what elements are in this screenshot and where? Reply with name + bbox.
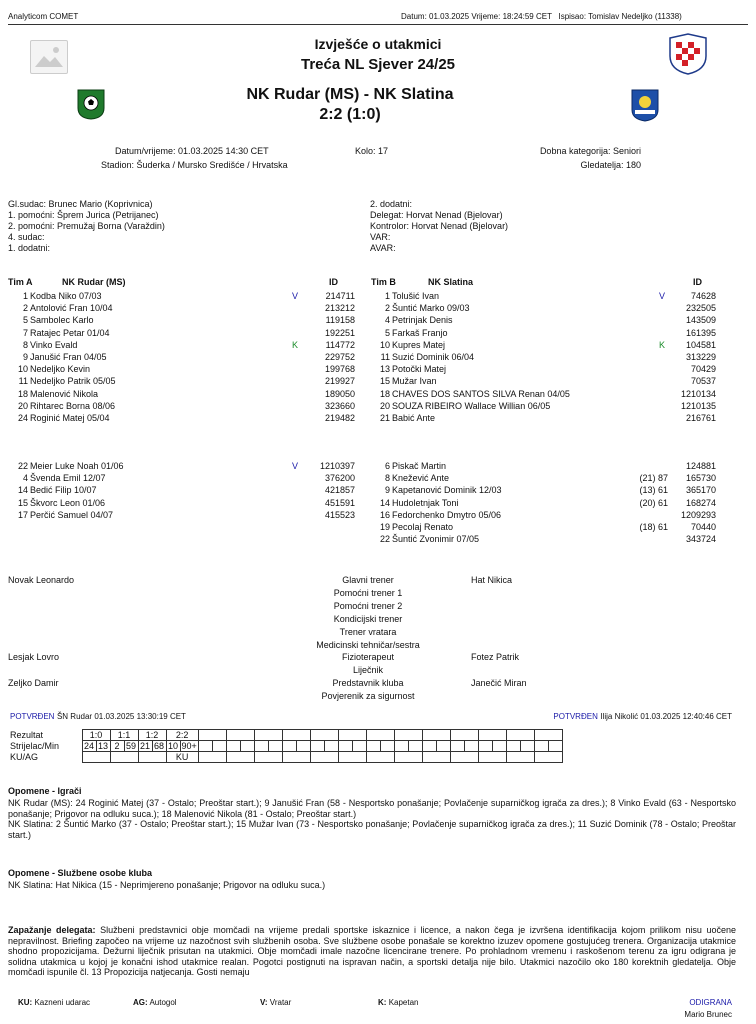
- scorer-cell: [422, 741, 436, 752]
- player-number: 15: [379, 376, 390, 387]
- player-name: Janušić Fran 04/05: [30, 352, 107, 362]
- player-id: 161395: [685, 327, 716, 338]
- result-cell: 1:0: [82, 730, 110, 741]
- official-line: Gl.sudac: Brunec Mario (Koprivnica): [8, 199, 153, 209]
- confirmed-tag: POTVRĐEN: [553, 712, 598, 721]
- vrijeme: 18:24:59 CET: [502, 12, 552, 21]
- scorer-cell: [310, 741, 324, 752]
- player-name: CHAVES DOS SANTOS SILVA Renan 04/05: [392, 388, 570, 399]
- sub-number: 16: [379, 509, 390, 520]
- sub-number: 8: [384, 473, 390, 484]
- print-info: [401, 12, 682, 21]
- kuag-cell: [506, 752, 534, 763]
- datum-label: Datum:: [401, 12, 427, 21]
- staff-team-a-name: Novak Leonardo: [8, 575, 75, 585]
- sub-id: 415523: [324, 509, 355, 520]
- delegate-text: Službeni predstavnici obje momčadi na vrijeme predali sportske iskaznice i licence, a nakon čega je izvršena identifikacija kojom prilikom nisu uočene nepravilnost. Briefing započeo na vrijeme uz nazočnost svih službenih osoba. Sve službene osobe ponašale se korektno izuzev opomene gostujućeg trenera. Organizacija utakmice shodno propozicijama. Dežurni liječnik prisutan na utakmici. Obje momčadi imale nazočne licencirane trenere. Po prohladnom vremenu i raskošenom terenu za igru odigrana je solidna utakmica u kojoj je konačni ishod utakmice realan. Pogotci postignuti na ispravan način, a sportski detalja nije bilo. Utakmici nazočilo oko 180 korektnih gledatelja. Obje momčadi ispunile čl. 13 Propozicija natjecanja. Gosti nemaju: [8, 925, 736, 977]
- kuag-cell: KU: [166, 752, 198, 763]
- scorer-cell: [534, 741, 548, 752]
- player-warnings-rudar: NK Rudar (MS): 24 Roginić Matej (37 - Ostalo; Preoštar start.); 9 Janušić Fran (58 - Nesportsko ponašanje; Povlačenje suparničkog igrača za dres.); 8 Vinko Evald (63 - Nesportsko ponašanje; Prigovor na odluku suca.); 18 Malenović Nikola (81 - Ostalo; Preoštar start.): [8, 798, 736, 819]
- scorer-cell: [254, 741, 268, 752]
- scorer-cell: [408, 741, 422, 752]
- match-datetime: Datum/vrijeme: 01.03.2025 14:30 CET: [115, 146, 269, 156]
- staff-team-a-name: Lesjak Lovro: [8, 652, 60, 663]
- staff-role: Povjerenik za sigurnost: [321, 691, 415, 702]
- confirmed-text: ŠN Rudar 01.03.2025 13:30:19 CET: [56, 712, 186, 721]
- datum: 01.03.2025: [429, 12, 470, 21]
- player-number: 7: [22, 327, 28, 338]
- player-id: 219482: [324, 413, 355, 423]
- sub-id: 70440: [690, 522, 716, 532]
- team-a-name: NK Rudar (MS): [62, 277, 126, 287]
- kuag-cell: [198, 752, 226, 763]
- sub-name: Hudoletnjak Toni: [392, 497, 459, 508]
- player-name: Petrinjak Denis: [392, 315, 453, 326]
- system-name: Analyticom COMET: [8, 12, 79, 21]
- kuag-cell: [534, 752, 562, 763]
- result-label: Rezultat: [10, 730, 44, 740]
- player-name: Kodba Niko 07/03: [30, 291, 102, 301]
- player-warnings-slatina: NK Slatina: 2 Šuntić Marko (37 - Ostalo; Preoštar start.); 15 Mužar Ivan (73 - Nesportsko ponašanje; Povlačenje suparničkog igrača za dres.); 11 Suzić Dominik (78 - Ostalo; Preoštar start.): [8, 819, 736, 840]
- player-id: 1210135: [680, 400, 716, 411]
- staff-role: Glavni trener: [342, 575, 394, 585]
- player-id: 199768: [324, 364, 355, 375]
- player-id: 74628: [690, 291, 716, 301]
- official-warnings-title: Opomene - Službene osobe kluba: [8, 868, 153, 878]
- player-role: K: [292, 339, 299, 350]
- official-warnings-text: NK Slatina: Hat Nikica (15 - Neprimjereno ponašanje; Prigovor na odluku suca.): [8, 880, 326, 890]
- player-name: Tolušić Ivan: [392, 291, 440, 301]
- scorer-cell: [366, 741, 380, 752]
- scorer-cell: 2: [110, 741, 124, 752]
- staff-role: Liječnik: [352, 665, 383, 676]
- officials-right: [370, 199, 508, 254]
- player-id: 213212: [324, 303, 355, 314]
- kuag-cell: [282, 752, 310, 763]
- player-id: 214711: [325, 291, 355, 301]
- player-role: V: [659, 291, 666, 301]
- player-id: 189050: [324, 388, 355, 399]
- scorer-cell: 59: [125, 741, 136, 751]
- player-number: 9: [22, 352, 28, 362]
- sub-name: Piskač Martin: [392, 461, 447, 471]
- signer-name: Mario Brunec: [684, 1010, 732, 1019]
- scorer-cell: [296, 741, 310, 752]
- sub-id: 165730: [685, 473, 716, 484]
- legend-value: Autogol: [149, 998, 177, 1007]
- staff-team-b-name: Hat Nikica: [471, 575, 513, 585]
- player-number: 11: [380, 352, 390, 362]
- legend-key: K:: [378, 998, 387, 1007]
- kuag-cell: [366, 752, 394, 763]
- player-number: 8: [22, 339, 28, 350]
- official-line: 1. dodatni:: [8, 243, 51, 253]
- kuag-cell: [226, 752, 254, 763]
- player-id: 232505: [685, 303, 716, 314]
- player-number: 20: [379, 400, 390, 411]
- team-a-id-header: ID: [329, 277, 338, 287]
- sub-number: 6: [384, 461, 390, 471]
- player-name: Sambolec Karlo: [30, 315, 94, 326]
- sub-number: 14: [17, 485, 28, 496]
- sub-number: 14: [379, 497, 390, 508]
- sub-number: 9: [384, 485, 390, 496]
- player-name: Vinko Evald: [30, 339, 78, 350]
- staff-role: Pomoćni trener 1: [333, 587, 403, 598]
- player-warnings-title: Opomene - Igrači: [8, 786, 82, 796]
- kuag-cell: [254, 752, 282, 763]
- scorer-cell: 13: [97, 741, 108, 751]
- sub-name: Fedorchenko Dmytro 05/06: [392, 509, 502, 520]
- player-name: Mužar Ivan: [392, 376, 437, 387]
- legend-value: Kazneni udarac: [34, 998, 91, 1007]
- player-name: Potočki Matej: [392, 364, 447, 375]
- sub-name: Perčić Samuel 04/07: [30, 509, 114, 520]
- player-name: Kupres Matej: [392, 339, 446, 350]
- player-number: 4: [384, 315, 390, 326]
- legend-value: Vratar: [269, 998, 292, 1007]
- player-name: Babić Ante: [392, 413, 436, 423]
- scorer-cell: [352, 741, 366, 752]
- scorer-cell: [282, 741, 296, 752]
- official-line: VAR:: [370, 232, 391, 242]
- player-number: 13: [379, 364, 390, 375]
- legend-key: AG:: [133, 998, 148, 1007]
- scoreboard-table: [10, 729, 563, 763]
- match-round: Kolo: 17: [355, 146, 389, 156]
- player-name: Nedeljko Patrik 05/05: [30, 376, 116, 387]
- player-id: 313229: [685, 352, 716, 362]
- player-number: 10: [379, 339, 390, 350]
- official-line: 1. pomoćni: Šprem Jurica (Petrijanec): [8, 210, 159, 220]
- player-number: 5: [384, 327, 390, 338]
- result-cell: 1:1: [110, 730, 138, 741]
- sub-id: 343724: [685, 534, 716, 545]
- player-number: 11: [18, 376, 28, 387]
- team-b-id-header: ID: [693, 277, 702, 287]
- sub-number: 22: [17, 461, 28, 471]
- legend-key: KU:: [18, 998, 33, 1007]
- scorer-cell: [212, 741, 226, 752]
- player-number: 18: [17, 388, 28, 399]
- scorer-cell: 90+: [181, 741, 197, 751]
- player-id: 1210134: [680, 388, 716, 399]
- player-number: 5: [22, 315, 28, 326]
- scorer-cell: [198, 741, 212, 752]
- official-line: Kontrolor: Horvat Nenad (Bjelovar): [370, 221, 509, 231]
- sub-id: 1210397: [319, 461, 355, 471]
- scorer-cell: [380, 741, 394, 752]
- scorer-label: Strijelac/Min: [10, 741, 60, 751]
- staff-team-b-name: Fotez Patrik: [471, 652, 520, 663]
- kuag-cell: [450, 752, 478, 763]
- match-score: 2:2 (1:0): [319, 106, 381, 123]
- kuag-cell: [310, 752, 338, 763]
- sub-name: Knežević Ante: [392, 473, 450, 484]
- player-name: Rihtarec Borna 08/06: [30, 400, 116, 411]
- result-cell: 1:2: [138, 730, 166, 741]
- official-line: 2. pomoćni: Premužaj Borna (Varaždin): [8, 221, 165, 231]
- match-title: NK Rudar (MS) - NK Slatina: [246, 86, 454, 103]
- player-id: 219927: [324, 376, 355, 387]
- sub-id: 365170: [685, 485, 716, 496]
- confirmed-tag: POTVRĐEN: [10, 712, 55, 721]
- player-number: 24: [17, 413, 28, 423]
- player-number: 20: [17, 400, 28, 411]
- sub-name: Škvorc Leon 01/06: [30, 497, 106, 508]
- player-id: 104581: [685, 339, 716, 350]
- legend-ag: [133, 998, 177, 1007]
- sub-number: 15: [17, 497, 28, 508]
- scorer-cell: [338, 741, 352, 752]
- kuag-label: KU/AG: [10, 752, 39, 762]
- kuag-cell: [338, 752, 366, 763]
- player-name: Farkaš Franjo: [392, 327, 448, 338]
- player-number: 1: [384, 291, 390, 301]
- sub-id: 168274: [685, 497, 716, 508]
- legend-k: [378, 998, 419, 1007]
- confirmed-text: Ilija Nikolić 01.03.2025 12:40:46 CET: [600, 712, 732, 721]
- team-b-confirmation: [480, 711, 732, 721]
- result-cell: 2:2: [166, 730, 198, 741]
- player-name: Antolović Fran 10/04: [30, 303, 113, 314]
- player-id: 192251: [324, 327, 355, 338]
- team-a-confirmation: [10, 711, 186, 721]
- sub-name: Meier Luke Noah 01/06: [30, 461, 124, 471]
- legend-ku: [18, 998, 90, 1007]
- staff-role: Kondicijski trener: [333, 613, 403, 624]
- delegate-remarks: [8, 925, 736, 987]
- player-role: K: [659, 339, 666, 350]
- ispisao: Tomislav Nedeljko (11338): [588, 12, 682, 21]
- player-role: V: [292, 291, 299, 301]
- scorer-cell: [450, 741, 464, 752]
- kuag-cell: [394, 752, 422, 763]
- staff-team-a-name: Zeljko Damir: [8, 678, 59, 689]
- player-id: 119158: [325, 315, 355, 326]
- player-name: Malenović Nikola: [30, 388, 99, 399]
- sub-name: Švenda Emil 12/07: [30, 473, 106, 484]
- scorer-cell: [478, 741, 492, 752]
- player-name: Ratajec Petar 01/04: [30, 327, 110, 338]
- delegate-label: Zapažanje delegata:: [8, 925, 96, 935]
- scorer-cell: [492, 741, 506, 752]
- substitution-info: (13) 61: [639, 485, 668, 496]
- player-number: 1: [22, 291, 28, 301]
- official-line: 4. sudac:: [8, 232, 45, 242]
- scorer-cell: [520, 741, 534, 752]
- sub-id: 1209293: [680, 509, 716, 520]
- official-line: Delegat: Horvat Nenad (Bjelovar): [370, 210, 503, 220]
- player-number: 10: [17, 364, 28, 375]
- staff-role: Predstavnik kluba: [332, 678, 404, 689]
- player-name: Nedeljko Kevin: [30, 364, 91, 375]
- sub-name: Šuntić Zvonimir 07/05: [392, 534, 480, 545]
- official-line: AVAR:: [370, 243, 396, 253]
- legend-v: [260, 998, 291, 1007]
- sub-role: V: [292, 461, 299, 471]
- substitution-info: (20) 61: [639, 497, 668, 508]
- vrijeme-label: Vrijeme:: [471, 12, 501, 21]
- scorer-cell: [548, 741, 562, 752]
- ispisao-label: Ispisao:: [558, 12, 587, 21]
- staff-role: Pomoćni trener 2: [333, 600, 403, 611]
- age-category: Dobna kategorija: Seniori: [539, 146, 641, 156]
- scorer-cell: [240, 741, 254, 752]
- kuag-cell: [110, 752, 138, 763]
- player-name: Roginić Matej 05/04: [30, 413, 110, 423]
- spectators: Gledatelja: 180: [580, 160, 641, 170]
- staff-role: Trener vratara: [339, 626, 397, 637]
- player-id: 70429: [690, 364, 716, 375]
- sub-number: 4: [22, 473, 28, 484]
- kuag-cell: [82, 752, 110, 763]
- player-name: SOUZA RIBEIRO Wallace Willian 06/05: [392, 400, 551, 411]
- kuag-cell: [422, 752, 450, 763]
- scorer-cell: 24: [83, 741, 94, 751]
- kuag-cell: [478, 752, 506, 763]
- sub-name: Pecolaj Renato: [392, 522, 454, 532]
- player-id: 70537: [690, 376, 716, 387]
- scorer-cell: [226, 741, 240, 752]
- league-title: Treća NL Sjever 24/25: [301, 56, 455, 73]
- player-id: 229752: [324, 352, 355, 362]
- substitution-info: (18) 61: [639, 522, 668, 532]
- player-id: 114772: [325, 339, 355, 350]
- scorer-cell: [268, 741, 282, 752]
- player-number: 18: [379, 388, 390, 399]
- official-line: 2. dodatni:: [370, 199, 413, 209]
- sub-number: 19: [379, 522, 390, 532]
- match-status: ODIGRANA: [689, 998, 732, 1007]
- sub-id: 124881: [685, 461, 716, 471]
- player-number: 21: [379, 413, 390, 423]
- sub-number: 17: [17, 509, 28, 520]
- scorer-cell: 68: [153, 741, 164, 751]
- sub-name: Bedić Filip 10/07: [30, 485, 97, 496]
- substitution-info: (21) 87: [639, 473, 668, 484]
- scorer-cell: 10: [167, 741, 178, 751]
- match-stadium: Stadion: Šuderka / Mursko Središće / Hrvatska: [101, 160, 288, 170]
- staff-team-b-name: Janečić Miran: [471, 678, 527, 689]
- player-name: Suzić Dominik 06/04: [392, 352, 475, 362]
- sub-name: Kapetanović Dominik 12/03: [392, 485, 502, 496]
- player-id: 143509: [685, 315, 716, 326]
- legend-value: Kapetan: [388, 998, 419, 1007]
- player-number: 2: [22, 303, 28, 314]
- staff-role: Medicinski tehničar/sestra: [316, 639, 420, 650]
- report-title: Izvješće o utakmici: [314, 36, 442, 52]
- staff-role: Fizioterapeut: [341, 652, 395, 663]
- sub-number: 22: [379, 534, 390, 545]
- scorer-cell: [394, 741, 408, 752]
- sub-id: 376200: [324, 473, 355, 484]
- player-number: 2: [384, 303, 390, 314]
- kuag-cell: [138, 752, 166, 763]
- player-name: Šuntić Marko 09/03: [392, 303, 470, 314]
- team-b-name: NK Slatina: [428, 277, 474, 287]
- team-a-label: Tim A: [8, 277, 33, 287]
- sub-id: 421857: [324, 485, 355, 496]
- officials-left: [8, 199, 165, 254]
- team-b-label: Tim B: [371, 277, 396, 287]
- sub-id: 451591: [324, 497, 355, 508]
- scorer-cell: [436, 741, 450, 752]
- scorer-cell: 21: [139, 741, 150, 751]
- scorer-cell: [324, 741, 338, 752]
- scorer-cell: [506, 741, 520, 752]
- player-id: 323660: [324, 400, 355, 411]
- scorer-cell: [464, 741, 478, 752]
- player-id: 216761: [685, 413, 716, 423]
- legend-key: V:: [260, 998, 268, 1007]
